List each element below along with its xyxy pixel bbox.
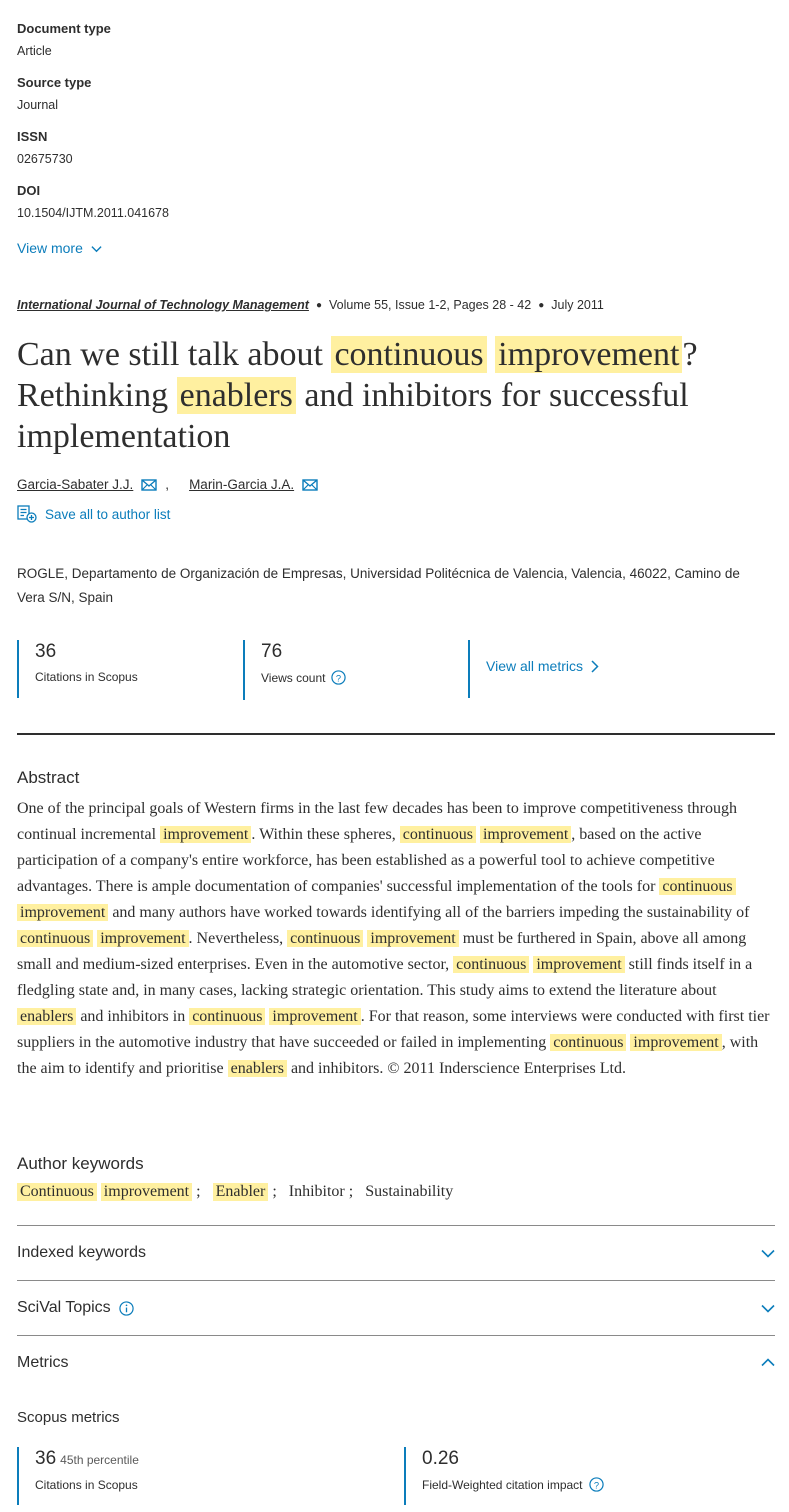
- meta-label: Document type: [17, 21, 111, 36]
- view-all-metrics-link[interactable]: [486, 658, 668, 674]
- scival-topics-toggle[interactable]: [17, 1281, 775, 1335]
- abstract-highlight: continuous: [189, 1008, 265, 1025]
- title-text: and inhibitors for successful implementation: [17, 377, 689, 455]
- fwci-card: [404, 1447, 764, 1505]
- abstract-highlight: improvement: [367, 930, 458, 947]
- mail-icon[interactable]: [302, 479, 318, 491]
- chevron-down-icon: [761, 1246, 775, 1260]
- abstract-highlight: improvement: [97, 930, 188, 947]
- view-more-label: View more: [17, 240, 83, 256]
- views-label: [261, 670, 469, 685]
- title-highlight: improvement: [495, 336, 682, 373]
- abstract-highlight: improvement: [533, 956, 624, 973]
- list-add-icon: [17, 505, 37, 523]
- abstract-highlight: improvement: [480, 826, 571, 843]
- abstract-highlight: continuous: [17, 930, 93, 947]
- author-separator: ,: [165, 477, 170, 492]
- abstract-text: and many authors have worked towards identifying all of the barriers impeding the sustainability of: [108, 904, 750, 921]
- views-metric-card: [243, 640, 469, 700]
- help-icon[interactable]: [589, 1477, 604, 1492]
- views-label-text: Views count: [261, 670, 326, 685]
- views-count: 76: [261, 641, 283, 662]
- fwci-label: [422, 1477, 764, 1492]
- chevron-up-icon: [761, 1356, 775, 1370]
- keyword-separator: ;: [196, 1183, 201, 1200]
- separator-dot: ●: [315, 299, 322, 311]
- author-link[interactable]: Garcia-Sabater J.J.: [17, 477, 134, 492]
- abstract-highlight: enablers: [17, 1008, 76, 1025]
- author-keywords-heading: Author keywords: [17, 1154, 144, 1173]
- keyword: Enabler: [213, 1183, 269, 1201]
- meta-issn: [17, 129, 73, 167]
- title-text: ? Rethinking: [17, 336, 698, 414]
- view-all-metrics-card: [468, 640, 668, 698]
- meta-label: DOI: [17, 183, 41, 198]
- abstract-highlight: improvement: [160, 826, 251, 843]
- source-details: Volume 55, Issue 1-2, Pages 28 - 42: [328, 298, 532, 312]
- title-text: Can we still talk about: [17, 336, 332, 373]
- abstract-text: , with the aim to identify and prioritise: [17, 1034, 759, 1077]
- abstract-highlight: continuous: [287, 930, 363, 947]
- abstract-highlight: improvement: [17, 904, 108, 921]
- author-keywords-list: [17, 1183, 453, 1201]
- help-icon[interactable]: [331, 670, 346, 685]
- svg-text:?: ?: [336, 673, 342, 684]
- source-date: July 2011: [551, 298, 604, 312]
- fwci-label-text: Field-Weighted citation impact: [422, 1477, 583, 1492]
- journal-link[interactable]: International Journal of Technology Management: [17, 298, 309, 312]
- meta-document-type: [17, 21, 111, 59]
- citations-metric-card: [17, 640, 243, 698]
- abstract-highlight: continuous: [453, 956, 529, 973]
- metrics-title: Metrics: [17, 1354, 69, 1371]
- meta-value: 10.1504/IJTM.2011.041678: [17, 206, 169, 220]
- meta-source-type: [17, 75, 91, 113]
- save-all-authors-button[interactable]: [17, 505, 170, 523]
- indexed-keywords-title: Indexed keywords: [17, 1244, 146, 1261]
- abstract-body: [17, 796, 777, 1082]
- scopus-citations-card: [17, 1447, 405, 1505]
- metrics-toggle[interactable]: [17, 1336, 775, 1390]
- scopus-citations-label: Citations in Scopus: [35, 1478, 138, 1492]
- svg-text:?: ?: [593, 1480, 599, 1491]
- mail-icon[interactable]: [141, 479, 157, 491]
- abstract-text: must be furthered in Spain, above all among small and medium-sized enterprises. Even in the automotive sector,: [17, 930, 747, 973]
- meta-label: ISSN: [17, 129, 48, 144]
- fwci-value: 0.26: [422, 1448, 459, 1469]
- affiliation: ROGLE, Departamento de Organización de Empresas, Universidad Politécnica de Valencia, Valencia, 46022, Camino de Vera S/N, Spain: [17, 566, 740, 605]
- chevron-down-icon: [91, 243, 102, 254]
- abstract-text: . Within these spheres,: [251, 826, 400, 843]
- keyword-separator: ;: [272, 1183, 277, 1200]
- abstract-highlight: continuous: [550, 1034, 626, 1051]
- view-all-metrics-label: View all metrics: [486, 658, 583, 674]
- abstract-highlight: improvement: [269, 1008, 360, 1025]
- meta-value: Journal: [17, 98, 58, 112]
- abstract-heading: Abstract: [17, 768, 80, 787]
- abstract-highlight: continuous: [659, 878, 735, 895]
- scival-topics-title: [17, 1299, 134, 1317]
- abstract-text: and inhibitors. © 2011 Inderscience Enterprises Ltd.: [286, 1060, 626, 1077]
- scopus-citations-count: [35, 1447, 405, 1472]
- abstract-text: still finds itself in a fledgling state and, in many cases, lacking strategic orientation. This study aims to extend the literature about: [17, 956, 753, 999]
- citations-label: [35, 670, 243, 684]
- title-highlight: enablers: [177, 377, 296, 414]
- separator-dot: ●: [538, 299, 545, 311]
- page-title: [17, 334, 777, 457]
- abstract-text: , based on the active participation of a company's entire workforce, has been established as a powerful tool to achieve competitive advantages. There is ample documentation of companies' successful implementation of the tools for: [17, 826, 715, 895]
- keyword: Continuous: [17, 1183, 97, 1201]
- author-link[interactable]: Marin-Garcia J.A.: [189, 477, 295, 492]
- citations-label-text: Citations in Scopus: [35, 670, 138, 684]
- keyword: Sustainability: [365, 1183, 454, 1200]
- abstract-highlight: continuous: [400, 826, 476, 843]
- divider: [17, 733, 775, 735]
- keyword: improvement: [101, 1183, 192, 1201]
- scival-topics-label: SciVal Topics: [17, 1299, 111, 1316]
- save-all-authors-label: Save all to author list: [45, 506, 171, 522]
- abstract-highlight: enablers: [228, 1060, 287, 1077]
- meta-value: 02675730: [17, 152, 73, 166]
- info-icon[interactable]: [119, 1301, 134, 1316]
- citations-count: 36: [35, 641, 57, 662]
- source-line: [17, 298, 604, 312]
- meta-label: Source type: [17, 75, 92, 90]
- author-list: [17, 477, 318, 492]
- scopus-metrics-heading: Scopus metrics: [17, 1409, 120, 1426]
- keyword: Inhibitor: [288, 1183, 345, 1200]
- view-more-button[interactable]: [17, 240, 102, 256]
- meta-doi: [17, 183, 169, 221]
- meta-value: Article: [17, 44, 52, 58]
- abstract-text: . For that reason, some interviews were conducted with first tier suppliers in the automotive industry that have succeeded or failed in implementing: [17, 1008, 770, 1051]
- indexed-keywords-toggle[interactable]: [17, 1226, 775, 1280]
- abstract-text: One of the principal goals of Western firms in the last few decades has been to improve competitiveness through continual incremental: [17, 800, 737, 843]
- citations-percentile: 45th percentile: [60, 1453, 139, 1467]
- chevron-right-icon: [591, 660, 599, 673]
- keyword-separator: ;: [348, 1183, 354, 1200]
- title-highlight: continuous: [331, 336, 486, 373]
- abstract-text: . Nevertheless,: [188, 930, 288, 947]
- scopus-citations-value: 36: [35, 1448, 57, 1469]
- abstract-text: and inhibitors in: [76, 1008, 190, 1025]
- chevron-down-icon: [761, 1301, 775, 1315]
- abstract-highlight: improvement: [630, 1034, 721, 1051]
